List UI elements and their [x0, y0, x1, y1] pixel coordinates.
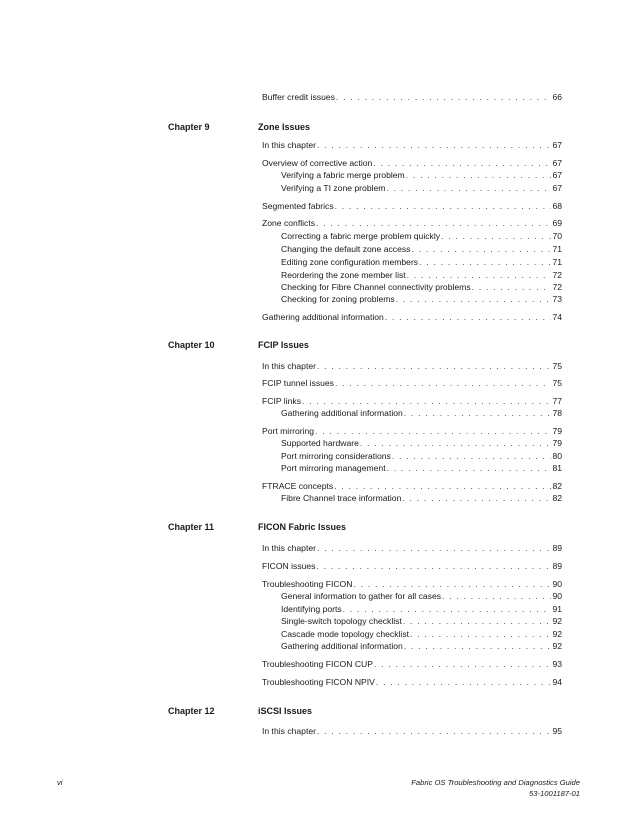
toc-entry-page: 77	[552, 396, 562, 406]
toc-entry-title: Changing the default zone access	[281, 244, 411, 254]
toc-entry-title: FTRACE concepts	[262, 481, 334, 491]
chapter-label: Chapter 12	[168, 706, 215, 716]
toc-entry-title: Fibre Channel trace information	[281, 493, 402, 503]
toc-entry-page: 82	[552, 481, 562, 491]
toc-entry-page: 66	[552, 92, 562, 102]
dot-leader	[387, 462, 552, 474]
toc-entry-title: Troubleshooting FICON CUP	[262, 659, 373, 669]
dot-leader	[404, 407, 552, 419]
dot-leader	[317, 725, 551, 737]
toc-entry-page: 94	[552, 677, 562, 687]
toc-entry-title: Single-switch topology checklist	[281, 616, 402, 626]
dot-leader	[402, 492, 551, 504]
toc-entry-title: Gathering additional information	[281, 641, 403, 651]
toc-subentry[interactable]	[281, 256, 562, 268]
toc-entry[interactable]	[262, 676, 562, 688]
chapter-title[interactable]: FICON Fabric Issues	[258, 522, 347, 532]
toc-entry-page: 75	[552, 378, 562, 388]
dot-leader	[315, 425, 551, 437]
toc-entry-page: 89	[552, 561, 562, 571]
dot-leader	[406, 169, 552, 181]
toc-entry-page: 93	[552, 659, 562, 669]
toc-entry-page: 67	[552, 170, 562, 180]
dot-leader	[376, 676, 552, 688]
toc-entry-page: 82	[552, 493, 562, 503]
toc-entry-page: 68	[552, 201, 562, 211]
dot-leader	[392, 450, 552, 462]
toc-entry-page: 67	[552, 158, 562, 168]
toc-entry-page: 71	[552, 257, 562, 267]
toc-subentry[interactable]	[281, 628, 562, 640]
dot-leader	[407, 269, 552, 281]
toc-entry-page: 95	[552, 726, 562, 736]
toc-entry-title: Port mirroring	[262, 426, 315, 436]
toc-entry-page: 81	[552, 463, 562, 473]
toc-entry-title: Cascade mode topology checklist	[281, 629, 410, 639]
toc-subentry[interactable]	[281, 269, 562, 281]
toc-subentry[interactable]	[281, 450, 562, 462]
toc-subentry[interactable]	[281, 169, 562, 181]
toc-entry-page: 92	[552, 641, 562, 651]
toc-subentry[interactable]	[281, 462, 562, 474]
toc-entry-title: In this chapter	[262, 361, 316, 371]
footer-doc-title: Fabric OS Troubleshooting and Diagnostics Guide	[411, 778, 580, 787]
chapter-label: Chapter 9	[168, 122, 210, 132]
toc-entry-page: 71	[552, 244, 562, 254]
toc-entry[interactable]	[262, 157, 562, 169]
dot-leader	[442, 590, 551, 602]
toc-entry[interactable]	[262, 542, 562, 554]
toc-entry-title: Port mirroring considerations	[281, 451, 391, 461]
dot-leader	[317, 139, 551, 151]
dot-leader	[316, 560, 551, 572]
toc-subentry[interactable]	[281, 230, 562, 242]
toc-entry-page: 91	[552, 604, 562, 614]
toc-entry-page: 90	[552, 591, 562, 601]
toc-entry-title: Zone conflicts	[262, 218, 316, 228]
dot-leader	[373, 157, 551, 169]
toc-entry[interactable]	[262, 725, 562, 737]
chapter-title[interactable]: Zone Issues	[258, 122, 311, 132]
dot-leader	[353, 578, 551, 590]
toc-entry[interactable]	[262, 395, 562, 407]
toc-entry[interactable]	[262, 578, 562, 590]
dot-leader	[403, 615, 552, 627]
toc-subentry[interactable]	[281, 590, 562, 602]
toc-subentry[interactable]	[281, 293, 562, 305]
toc-entry-title: Overview of corrective action	[262, 158, 373, 168]
chapter-title[interactable]: iSCSI Issues	[258, 706, 313, 716]
toc-entry[interactable]	[262, 360, 562, 372]
toc-entry-title: In this chapter	[262, 543, 316, 553]
chapter-title[interactable]: FCIP Issues	[258, 340, 309, 350]
toc-entry[interactable]	[262, 139, 562, 151]
dot-leader	[335, 200, 552, 212]
dot-leader	[317, 542, 551, 554]
toc-entry-title: Correcting a fabric merge problem quickly	[281, 231, 441, 241]
toc-entry-title: Reordering the zone member list	[281, 270, 406, 280]
dot-leader	[411, 243, 551, 255]
dot-leader	[419, 256, 551, 268]
toc-entry-title: General information to gather for all cases	[281, 591, 442, 601]
toc-entry-title: Port mirroring management	[281, 463, 386, 473]
toc-subentry[interactable]	[281, 640, 562, 652]
toc-entry-title: Editing zone configuration members	[281, 257, 419, 267]
toc-subentry[interactable]	[281, 407, 562, 419]
toc-entry-page: 73	[552, 294, 562, 304]
toc-subentry[interactable]	[281, 615, 562, 627]
dot-leader	[334, 480, 551, 492]
toc-entry-title: FCIP tunnel issues	[262, 378, 334, 388]
toc-entry-page: 89	[552, 543, 562, 553]
dot-leader	[385, 311, 552, 323]
toc-entry-page: 72	[552, 270, 562, 280]
toc-entry[interactable]	[262, 377, 562, 389]
toc-entry-page: 74	[552, 312, 562, 322]
toc-entry-title: FICON issues	[262, 561, 316, 571]
toc-entry-page: 67	[552, 140, 562, 150]
toc-entry[interactable]	[262, 311, 562, 323]
toc-subentry[interactable]	[281, 281, 562, 293]
toc-entry[interactable]	[262, 91, 562, 103]
toc-entry-title: Troubleshooting FICON NPIV	[262, 677, 375, 687]
toc-entry-page: 79	[552, 438, 562, 448]
dot-leader	[302, 395, 551, 407]
toc-entry-title: Checking for Fibre Channel connectivity problems	[281, 282, 471, 292]
chapter-label: Chapter 10	[168, 340, 215, 350]
toc-subentry[interactable]	[281, 437, 562, 449]
toc-entry-page: 79	[552, 426, 562, 436]
toc-entry-page: 70	[552, 231, 562, 241]
toc-entry-title: In this chapter	[262, 726, 316, 736]
dot-leader	[343, 603, 552, 615]
toc-subentry[interactable]	[281, 182, 562, 194]
dot-leader	[386, 182, 551, 194]
dot-leader	[317, 360, 551, 372]
toc-entry[interactable]	[262, 658, 562, 670]
dot-leader	[336, 91, 552, 103]
toc-entry-page: 69	[552, 218, 562, 228]
toc-entry-title: Gathering additional information	[262, 312, 384, 322]
toc-entry-title: Identifying ports	[281, 604, 342, 614]
dot-leader	[472, 281, 552, 293]
dot-leader	[360, 437, 552, 449]
chapter-label: Chapter 11	[168, 522, 215, 532]
dot-leader	[410, 628, 551, 640]
toc-entry-title: Supported hardware	[281, 438, 359, 448]
dot-leader	[335, 377, 551, 389]
toc-entry-title: Gathering additional information	[281, 408, 403, 418]
toc-entry-title: Verifying a TI zone problem	[281, 183, 386, 193]
toc-entry-page: 90	[552, 579, 562, 589]
toc-entry-page: 80	[552, 451, 562, 461]
toc-entry-title: Verifying a fabric merge problem	[281, 170, 405, 180]
toc-entry[interactable]	[262, 425, 562, 437]
toc-subentry[interactable]	[281, 492, 562, 504]
toc-entry-title: Checking for zoning problems	[281, 294, 395, 304]
toc-entry-page: 92	[552, 616, 562, 626]
toc-entry[interactable]	[262, 560, 562, 572]
dot-leader	[396, 293, 552, 305]
toc-entry[interactable]	[262, 200, 562, 212]
toc-entry[interactable]	[262, 480, 562, 492]
toc-entry-page: 78	[552, 408, 562, 418]
toc-entry-title: FCIP links	[262, 396, 301, 406]
toc-entry-page: 67	[552, 183, 562, 193]
dot-leader	[441, 230, 551, 242]
toc-entry-page: 72	[552, 282, 562, 292]
toc-entry-title: Troubleshooting FICON	[262, 579, 353, 589]
toc-entry[interactable]	[262, 217, 562, 229]
footer-doc-number: 53-1001187-01	[529, 789, 580, 798]
toc-entry-title: Buffer credit issues	[262, 92, 335, 102]
toc-entry-page: 75	[552, 361, 562, 371]
toc-subentry[interactable]	[281, 243, 562, 255]
dot-leader	[316, 217, 551, 229]
toc-entry-page: 92	[552, 629, 562, 639]
toc-entry-title: Segmented fabrics	[262, 201, 334, 211]
footer-page-number: vi	[57, 778, 63, 787]
dot-leader	[374, 658, 551, 670]
toc-entry-title: In this chapter	[262, 140, 316, 150]
dot-leader	[404, 640, 552, 652]
toc-subentry[interactable]	[281, 603, 562, 615]
